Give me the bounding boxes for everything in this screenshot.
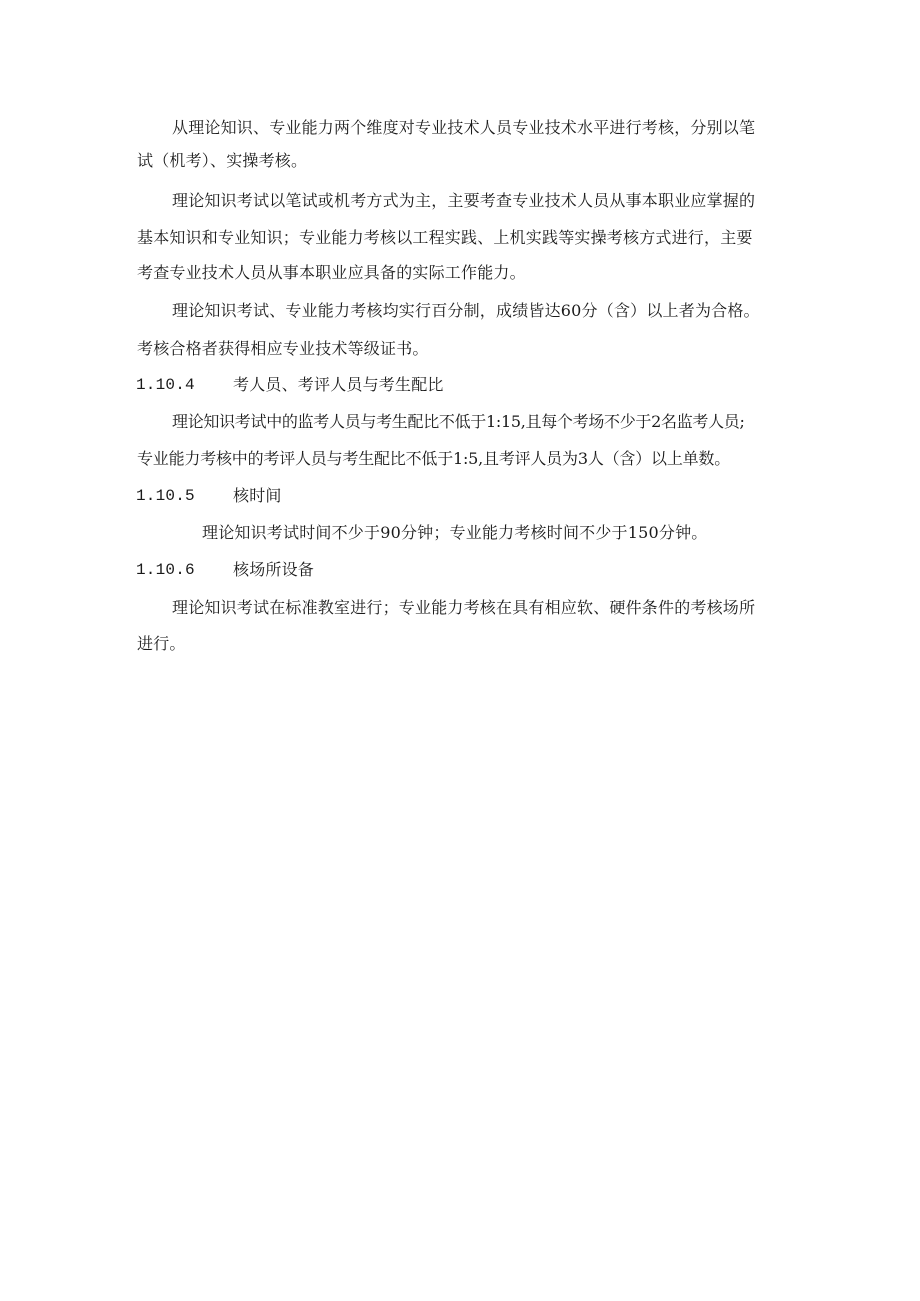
- section-title: 考人员、考评人员与考生配比: [233, 375, 444, 394]
- paragraph-line: 进行。: [137, 634, 186, 653]
- paragraph-line: 从理论知识、专业能力两个维度对专业技术人员专业技术水平进行考核，分别以笔: [172, 118, 756, 137]
- paragraph-line: 理论知识考试以笔试或机考方式为主，主要考查专业技术人员从事本职业应掌握的: [172, 191, 756, 210]
- section-number: 1.10.5: [136, 487, 195, 505]
- paragraph-line: 考查专业技术人员从事本职业应具备的实际工作能力。: [137, 263, 526, 282]
- section-title: 核场所设备: [233, 560, 315, 579]
- paragraph-line: 理论知识考试中的监考人员与考生配比不低于1:15,且每个考场不少于2名监考人员;: [172, 412, 745, 431]
- section-number: 1.10.4: [136, 376, 195, 394]
- paragraph-line: 专业能力考核中的考评人员与考生配比不低于1:5,且考评人员为3人（含）以上单数。: [137, 449, 731, 468]
- section-title: 核时间: [233, 486, 282, 505]
- paragraph-line: 理论知识考试在标准教室进行；专业能力考核在具有相应软、硬件条件的考核场所: [172, 598, 756, 617]
- paragraph-line: 考核合格者获得相应专业技术等级证书。: [137, 339, 429, 358]
- paragraph-line: 试（机考）、实操考核。: [137, 151, 308, 170]
- paragraph-line: 基本知识和专业知识；专业能力考核以工程实践、上机实践等实操考核方式进行，主要: [137, 228, 753, 247]
- section-number: 1.10.6: [136, 561, 195, 579]
- paragraph-line: 理论知识考试时间不少于90分钟；专业能力考核时间不少于150分钟。: [202, 523, 708, 542]
- paragraph-line: 理论知识考试、专业能力考核均实行百分制，成绩皆达60分（含）以上者为合格。: [172, 301, 760, 320]
